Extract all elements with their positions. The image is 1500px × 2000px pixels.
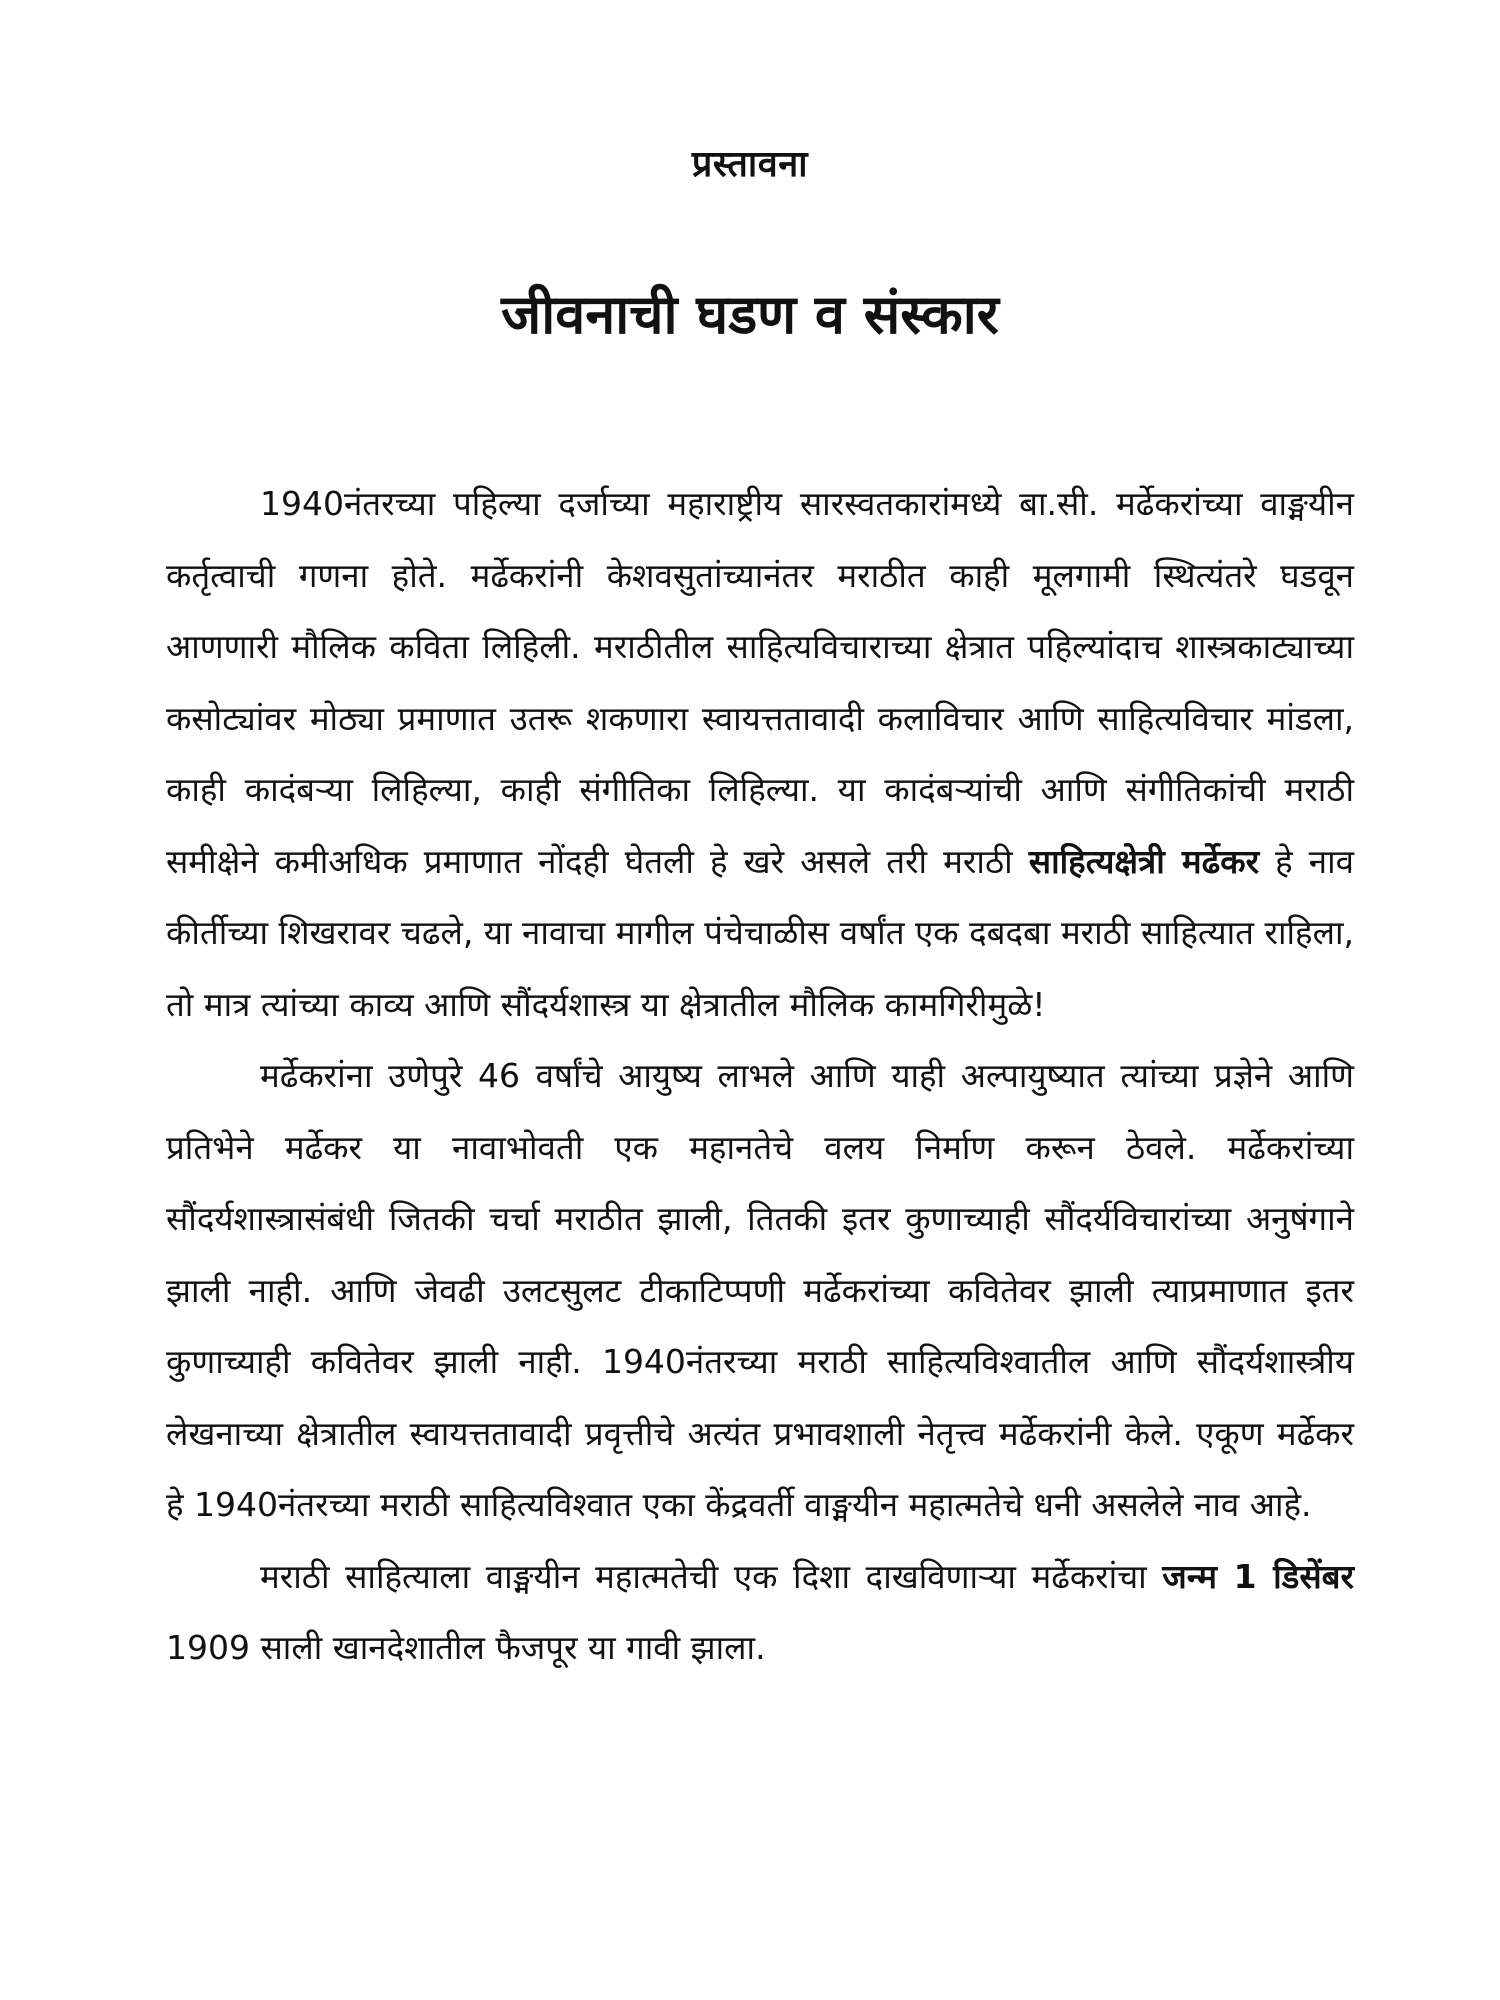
paragraph-2: मर्ढेकरांना उणेपुरे 46 वर्षांचे आयुष्य लाभले आणि याही अल्पायुष्यात त्यांच्या प्रज्ञेने आणि प्रतिभेने मर्ढेकर या नावाभोवती एक महानतेचे वलय निर्माण करून ठेवले. मर्ढेकरांच्या सौंदर्यशास्त्रासंबंधी जितकी चर्चा मराठीत झाली, तितकी इतर कुणाच्याही सौंदर्यविचारांच्या अनुषंगाने झाली नाही. आणि जेवढी उलटसुलट टीकाटिप्पणी मर्ढेकरांच्या कवितेवर झाली त्याप्रमाणात इतर कुणाच्याही कवितेवर झाली नाही. 1940नंतरच्या मराठी साहित्यविश्वातील आणि सौंदर्यशास्त्रीय लेखनाच्या क्षेत्रातील स्वायत्ततावादी प्रवृत्तीचे अत्यंत प्रभावशाली नेतृत्त्व मर्ढेकरांनी केले. एकूण मर्ढेकर हे 1940नंतरच्या मराठी साहित्यविश्वात एका केंद्रवर्ती वाङ्मयीन महात्मतेचे धनी असलेले नाव आहे.: [166, 1056, 1354, 1524]
paragraph-3-text-a: मराठी साहित्याला वाङ्मयीन महात्मतेची एक दिशा दाखविणाऱ्या मर्ढेकरांचा: [260, 1556, 1163, 1596]
paragraph-3-text-b: 1909 साली खानदेशातील फैजपूर या गावी झाला.: [166, 1628, 766, 1667]
paragraph-3-bold-text: जन्म 1 डिसेंबर: [1162, 1556, 1354, 1596]
paragraph-1-bold-text: साहित्यक्षेत्री मर्ढेकर: [1028, 841, 1260, 881]
paragraph-3: [166, 1541, 1354, 1684]
chapter-title: जीवनाची घडण व संस्कार: [501, 283, 999, 346]
paragraph-1: [166, 468, 1354, 1040]
body-text: [166, 468, 1354, 1684]
paragraph-1-text-a: 1940नंतरच्या पहिल्या दर्जाच्या महाराष्ट्रीय सारस्वतकारांमध्ये बा.सी. मर्ढेकरांच्या वाङ्मयीन कर्तृत्वाची गणना होते. मर्ढेकरांनी केशवसुतांच्यानंतर मराठीत काही मूलगामी स्थित्यंतरे घडवून आणणारी मौलिक कविता लिहिली. मराठीतील साहित्यविचाराच्या क्षेत्रात पहिल्यांदाच शास्त्रकाट्याच्या कसोट्यांवर मोठ्या प्रमाणात उतरू शकणारा स्वायत्ततावादी कलाविचार आणि साहित्यविचार मांडला, काही कादंबऱ्या लिहिल्या, काही संगीतिका लिहिल्या. या कादंबऱ्यांची आणि संगीतिकांची मराठी समीक्षेने कमीअधिक प्रमाणात नोंदही घेतली हे खरे असले तरी मराठी: [166, 484, 1354, 881]
paragraph-1-text-b: हे नाव कीर्तीच्या शिखरावर चढले, या नावाचा मागील पंचेचाळीस वर्षांत एक दबदबा मराठी साहित्यात राहिला, तो मात्र त्यांच्या काव्य आणि सौंदर्यशास्त्र या क्षेत्रातील मौलिक कामगिरीमुळे!: [166, 841, 1354, 1024]
section-label: प्रस्तावना: [691, 144, 809, 185]
